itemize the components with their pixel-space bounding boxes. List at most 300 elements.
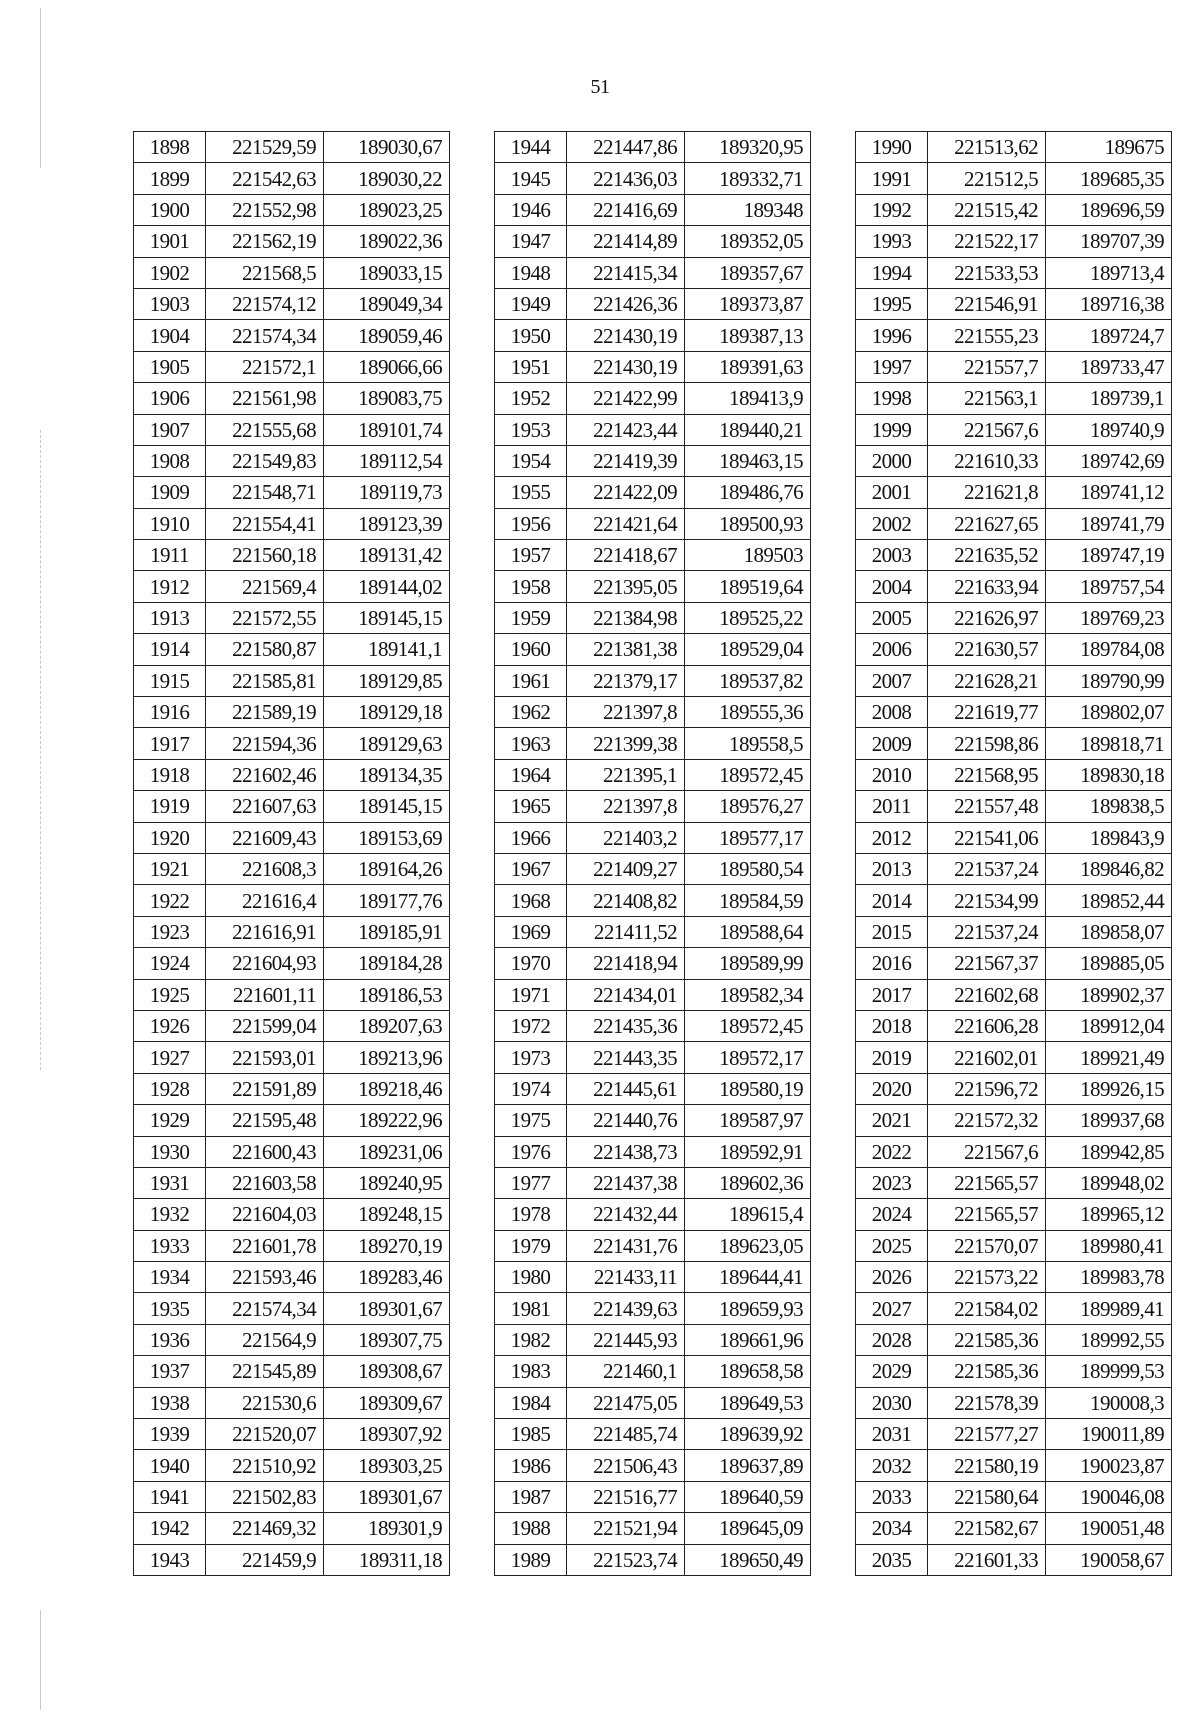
x-value-cell: 221552,98	[206, 194, 324, 225]
y-value-cell: 189213,96	[324, 1042, 450, 1073]
x-value-cell: 221549,83	[206, 445, 324, 476]
x-value-cell: 221485,74	[567, 1419, 685, 1450]
year-cell: 1992	[856, 194, 928, 225]
y-value-cell: 189830,18	[1046, 759, 1172, 790]
table-row	[134, 979, 450, 1010]
x-value-cell: 221520,07	[206, 1419, 324, 1450]
year-cell: 1986	[495, 1450, 567, 1481]
table-row	[134, 822, 450, 853]
y-value-cell: 189602,36	[685, 1167, 811, 1198]
year-cell: 1947	[495, 226, 567, 257]
year-cell: 2029	[856, 1356, 928, 1387]
y-value-cell: 189588,64	[685, 916, 811, 947]
table-row	[134, 1544, 450, 1575]
table-row	[856, 602, 1172, 633]
x-value-cell: 221433,11	[567, 1262, 685, 1293]
table-row	[134, 1419, 450, 1450]
x-value-cell: 221572,1	[206, 351, 324, 382]
year-cell: 1960	[495, 634, 567, 665]
year-cell: 1933	[134, 1230, 206, 1261]
y-value-cell: 189740,9	[1046, 414, 1172, 445]
table-row	[134, 1199, 450, 1230]
year-cell: 2017	[856, 979, 928, 1010]
y-value-cell: 189033,15	[324, 257, 450, 288]
x-value-cell: 221430,19	[567, 320, 685, 351]
year-cell: 1972	[495, 1010, 567, 1041]
table-row	[134, 383, 450, 414]
coordinate-table-3	[855, 131, 1172, 1576]
y-value-cell: 189537,82	[685, 665, 811, 696]
table-row	[856, 1324, 1172, 1355]
y-value-cell: 189500,93	[685, 508, 811, 539]
table-row	[856, 1262, 1172, 1293]
x-value-cell: 221572,55	[206, 602, 324, 633]
year-cell: 2031	[856, 1419, 928, 1450]
x-value-cell: 221607,63	[206, 791, 324, 822]
year-cell: 1949	[495, 288, 567, 319]
x-value-cell: 221395,05	[567, 571, 685, 602]
x-value-cell: 221584,02	[928, 1293, 1046, 1324]
y-value-cell: 189707,39	[1046, 226, 1172, 257]
table-row	[856, 320, 1172, 351]
x-value-cell: 221628,21	[928, 665, 1046, 696]
x-value-cell: 221633,94	[928, 571, 1046, 602]
y-value-cell: 189572,45	[685, 759, 811, 790]
table-row	[134, 853, 450, 884]
y-value-cell: 189650,49	[685, 1544, 811, 1575]
table-row	[495, 634, 811, 665]
year-cell: 1961	[495, 665, 567, 696]
y-value-cell: 189645,09	[685, 1513, 811, 1544]
x-value-cell: 221621,8	[928, 477, 1046, 508]
y-value-cell: 189301,67	[324, 1293, 450, 1324]
x-value-cell: 221570,07	[928, 1230, 1046, 1261]
x-value-cell: 221469,32	[206, 1513, 324, 1544]
x-value-cell: 221423,44	[567, 414, 685, 445]
year-cell: 2013	[856, 853, 928, 884]
year-cell: 1934	[134, 1262, 206, 1293]
table-row	[495, 1199, 811, 1230]
x-value-cell: 221537,24	[928, 916, 1046, 947]
table-row	[134, 1136, 450, 1167]
y-value-cell: 189387,13	[685, 320, 811, 351]
y-value-cell: 189852,44	[1046, 885, 1172, 916]
y-value-cell: 189240,95	[324, 1167, 450, 1198]
x-value-cell: 221585,36	[928, 1356, 1046, 1387]
year-cell: 1950	[495, 320, 567, 351]
table-row	[856, 948, 1172, 979]
table-row	[856, 1010, 1172, 1041]
x-value-cell: 221557,48	[928, 791, 1046, 822]
year-cell: 2004	[856, 571, 928, 602]
y-value-cell: 189309,67	[324, 1387, 450, 1418]
year-cell: 1919	[134, 791, 206, 822]
x-value-cell: 221546,91	[928, 288, 1046, 319]
y-value-cell: 190046,08	[1046, 1481, 1172, 1512]
year-cell: 2000	[856, 445, 928, 476]
x-value-cell: 221416,69	[567, 194, 685, 225]
table-row	[856, 414, 1172, 445]
y-value-cell: 189843,9	[1046, 822, 1172, 853]
table-row	[495, 540, 811, 571]
x-value-cell: 221577,27	[928, 1419, 1046, 1450]
year-cell: 1985	[495, 1419, 567, 1450]
year-cell: 1920	[134, 822, 206, 853]
y-value-cell: 189320,95	[685, 132, 811, 163]
x-value-cell: 221630,57	[928, 634, 1046, 665]
year-cell: 1971	[495, 979, 567, 1010]
y-value-cell: 189747,19	[1046, 540, 1172, 571]
y-value-cell: 189713,4	[1046, 257, 1172, 288]
x-value-cell: 221432,44	[567, 1199, 685, 1230]
table-row	[495, 194, 811, 225]
year-cell: 1997	[856, 351, 928, 382]
table-row	[134, 288, 450, 319]
x-value-cell: 221422,99	[567, 383, 685, 414]
year-cell: 1935	[134, 1293, 206, 1324]
x-value-cell: 221534,99	[928, 885, 1046, 916]
x-value-cell: 221443,35	[567, 1042, 685, 1073]
y-value-cell: 189066,66	[324, 351, 450, 382]
table-row	[134, 948, 450, 979]
year-cell: 1912	[134, 571, 206, 602]
y-value-cell: 189101,74	[324, 414, 450, 445]
y-value-cell: 189659,93	[685, 1293, 811, 1324]
y-value-cell: 189301,67	[324, 1481, 450, 1512]
y-value-cell: 189584,59	[685, 885, 811, 916]
x-value-cell: 221610,33	[928, 445, 1046, 476]
y-value-cell: 189658,58	[685, 1356, 811, 1387]
table-row	[856, 383, 1172, 414]
x-value-cell: 221515,42	[928, 194, 1046, 225]
x-value-cell: 221397,8	[567, 791, 685, 822]
y-value-cell: 190023,87	[1046, 1450, 1172, 1481]
y-value-cell: 189164,26	[324, 853, 450, 884]
table-row	[856, 1450, 1172, 1481]
x-value-cell: 221395,1	[567, 759, 685, 790]
x-value-cell: 221589,19	[206, 697, 324, 728]
year-cell: 1959	[495, 602, 567, 633]
margin-line-middle	[40, 430, 41, 1070]
y-value-cell: 189716,38	[1046, 288, 1172, 319]
x-value-cell: 221626,97	[928, 602, 1046, 633]
x-value-cell: 221567,6	[928, 1136, 1046, 1167]
y-value-cell: 189207,63	[324, 1010, 450, 1041]
y-value-cell: 189083,75	[324, 383, 450, 414]
y-value-cell: 189332,71	[685, 163, 811, 194]
x-value-cell: 221567,37	[928, 948, 1046, 979]
table-row	[856, 1356, 1172, 1387]
year-cell: 2030	[856, 1387, 928, 1418]
y-value-cell: 189134,35	[324, 759, 450, 790]
y-value-cell: 189153,69	[324, 822, 450, 853]
year-cell: 1904	[134, 320, 206, 351]
year-cell: 1994	[856, 257, 928, 288]
x-value-cell: 221522,17	[928, 226, 1046, 257]
x-value-cell: 221598,86	[928, 728, 1046, 759]
y-value-cell: 189357,67	[685, 257, 811, 288]
page-number: 51	[590, 76, 610, 98]
y-value-cell: 190058,67	[1046, 1544, 1172, 1575]
year-cell: 1970	[495, 948, 567, 979]
year-cell: 1921	[134, 853, 206, 884]
year-cell: 2025	[856, 1230, 928, 1261]
year-cell: 2020	[856, 1073, 928, 1104]
x-value-cell: 221595,48	[206, 1105, 324, 1136]
y-value-cell: 189926,15	[1046, 1073, 1172, 1104]
x-value-cell: 221585,81	[206, 665, 324, 696]
table-row	[856, 1105, 1172, 1136]
x-value-cell: 221616,91	[206, 916, 324, 947]
y-value-cell: 189846,82	[1046, 853, 1172, 884]
table-row	[495, 414, 811, 445]
year-cell: 1913	[134, 602, 206, 633]
table-row	[495, 697, 811, 728]
y-value-cell: 189030,22	[324, 163, 450, 194]
year-cell: 1929	[134, 1105, 206, 1136]
x-value-cell: 221591,89	[206, 1073, 324, 1104]
y-value-cell: 189989,41	[1046, 1293, 1172, 1324]
year-cell: 1993	[856, 226, 928, 257]
x-value-cell: 221604,93	[206, 948, 324, 979]
table-row	[856, 665, 1172, 696]
year-cell: 2019	[856, 1042, 928, 1073]
table-row	[856, 1293, 1172, 1324]
table-row	[495, 383, 811, 414]
y-value-cell: 189983,78	[1046, 1262, 1172, 1293]
y-value-cell: 189308,67	[324, 1356, 450, 1387]
year-cell: 1905	[134, 351, 206, 382]
x-value-cell: 221601,78	[206, 1230, 324, 1261]
x-value-cell: 221596,72	[928, 1073, 1046, 1104]
year-cell: 1951	[495, 351, 567, 382]
table-row	[495, 791, 811, 822]
year-cell: 1968	[495, 885, 567, 916]
year-cell: 1930	[134, 1136, 206, 1167]
table-row	[495, 853, 811, 884]
table-row	[134, 163, 450, 194]
year-cell: 2014	[856, 885, 928, 916]
year-cell: 1932	[134, 1199, 206, 1230]
x-value-cell: 221565,57	[928, 1167, 1046, 1198]
y-value-cell: 189463,15	[685, 445, 811, 476]
y-value-cell: 189902,37	[1046, 979, 1172, 1010]
table-row	[495, 1450, 811, 1481]
year-cell: 1963	[495, 728, 567, 759]
y-value-cell: 189141,1	[324, 634, 450, 665]
table-row	[134, 1230, 450, 1261]
x-value-cell: 221399,38	[567, 728, 685, 759]
y-value-cell: 189885,05	[1046, 948, 1172, 979]
x-value-cell: 221411,52	[567, 916, 685, 947]
table-row	[856, 226, 1172, 257]
year-cell: 1900	[134, 194, 206, 225]
x-value-cell: 221435,36	[567, 1010, 685, 1041]
year-cell: 1907	[134, 414, 206, 445]
table-row	[495, 1262, 811, 1293]
year-cell: 1957	[495, 540, 567, 571]
table-row	[495, 1387, 811, 1418]
table-row	[856, 540, 1172, 571]
x-value-cell: 221555,23	[928, 320, 1046, 351]
y-value-cell: 189177,76	[324, 885, 450, 916]
table-row	[856, 1136, 1172, 1167]
year-cell: 2010	[856, 759, 928, 790]
table-row	[495, 351, 811, 382]
x-value-cell: 221574,12	[206, 288, 324, 319]
year-cell: 1902	[134, 257, 206, 288]
y-value-cell: 189440,21	[685, 414, 811, 445]
x-value-cell: 221560,18	[206, 540, 324, 571]
x-value-cell: 221530,6	[206, 1387, 324, 1418]
y-value-cell: 189558,5	[685, 728, 811, 759]
table-row	[856, 477, 1172, 508]
table-row	[856, 194, 1172, 225]
year-cell: 2009	[856, 728, 928, 759]
table-row	[495, 1230, 811, 1261]
year-cell: 1999	[856, 414, 928, 445]
table-row	[134, 665, 450, 696]
table-row	[495, 1042, 811, 1073]
x-value-cell: 221381,38	[567, 634, 685, 665]
y-value-cell: 189587,97	[685, 1105, 811, 1136]
y-value-cell: 189724,7	[1046, 320, 1172, 351]
x-value-cell: 221569,4	[206, 571, 324, 602]
y-value-cell: 189592,91	[685, 1136, 811, 1167]
x-value-cell: 221516,77	[567, 1481, 685, 1512]
x-value-cell: 221403,2	[567, 822, 685, 853]
y-value-cell: 189615,4	[685, 1199, 811, 1230]
year-cell: 1988	[495, 1513, 567, 1544]
table-row	[134, 791, 450, 822]
x-value-cell: 221537,24	[928, 853, 1046, 884]
y-value-cell: 189649,53	[685, 1387, 811, 1418]
y-value-cell: 189696,59	[1046, 194, 1172, 225]
y-value-cell: 189413,9	[685, 383, 811, 414]
x-value-cell: 221533,53	[928, 257, 1046, 288]
year-cell: 1924	[134, 948, 206, 979]
table-row	[495, 163, 811, 194]
x-value-cell: 221554,41	[206, 508, 324, 539]
table-row	[134, 132, 450, 163]
table-row	[134, 1387, 450, 1418]
year-cell: 2024	[856, 1199, 928, 1230]
x-value-cell: 221600,43	[206, 1136, 324, 1167]
table-row	[856, 634, 1172, 665]
y-value-cell: 189576,27	[685, 791, 811, 822]
x-value-cell: 221459,9	[206, 1544, 324, 1575]
y-value-cell: 189921,49	[1046, 1042, 1172, 1073]
x-value-cell: 221545,89	[206, 1356, 324, 1387]
year-cell: 1965	[495, 791, 567, 822]
year-cell: 1937	[134, 1356, 206, 1387]
year-cell: 1928	[134, 1073, 206, 1104]
year-cell: 2034	[856, 1513, 928, 1544]
x-value-cell: 221563,1	[928, 383, 1046, 414]
x-value-cell: 221431,76	[567, 1230, 685, 1261]
year-cell: 2023	[856, 1167, 928, 1198]
table-row	[495, 1167, 811, 1198]
year-cell: 2016	[856, 948, 928, 979]
table-row	[495, 477, 811, 508]
x-value-cell: 221529,59	[206, 132, 324, 163]
margin-line-bottom	[40, 1610, 41, 1710]
table-row	[495, 728, 811, 759]
y-value-cell: 189222,96	[324, 1105, 450, 1136]
table-row	[856, 163, 1172, 194]
table-row	[495, 759, 811, 790]
table-row	[856, 885, 1172, 916]
table-row	[856, 853, 1172, 884]
year-cell: 1996	[856, 320, 928, 351]
table-row	[495, 602, 811, 633]
x-value-cell: 221580,19	[928, 1450, 1046, 1481]
table-row	[856, 791, 1172, 822]
x-value-cell: 221599,04	[206, 1010, 324, 1041]
year-cell: 2008	[856, 697, 928, 728]
year-cell: 1998	[856, 383, 928, 414]
x-value-cell: 221434,01	[567, 979, 685, 1010]
table-row	[495, 948, 811, 979]
x-value-cell: 221421,64	[567, 508, 685, 539]
y-value-cell: 189640,59	[685, 1481, 811, 1512]
x-value-cell: 221437,38	[567, 1167, 685, 1198]
year-cell: 1914	[134, 634, 206, 665]
x-value-cell: 221460,1	[567, 1356, 685, 1387]
year-cell: 2007	[856, 665, 928, 696]
x-value-cell: 221510,92	[206, 1450, 324, 1481]
year-cell: 2018	[856, 1010, 928, 1041]
table-row	[856, 1230, 1172, 1261]
x-value-cell: 221436,03	[567, 163, 685, 194]
table-row	[856, 916, 1172, 947]
table-row	[856, 1387, 1172, 1418]
x-value-cell: 221445,93	[567, 1324, 685, 1355]
x-value-cell: 221602,01	[928, 1042, 1046, 1073]
y-value-cell: 189391,63	[685, 351, 811, 382]
table-row	[495, 1356, 811, 1387]
year-cell: 1940	[134, 1450, 206, 1481]
y-value-cell: 189555,36	[685, 697, 811, 728]
y-value-cell: 189741,79	[1046, 508, 1172, 539]
year-cell: 2028	[856, 1324, 928, 1355]
y-value-cell: 189049,34	[324, 288, 450, 319]
x-value-cell: 221397,8	[567, 697, 685, 728]
x-value-cell: 221567,6	[928, 414, 1046, 445]
y-value-cell: 189589,99	[685, 948, 811, 979]
y-value-cell: 189741,12	[1046, 477, 1172, 508]
y-value-cell: 189912,04	[1046, 1010, 1172, 1041]
x-value-cell: 221578,39	[928, 1387, 1046, 1418]
year-cell: 2015	[856, 916, 928, 947]
year-cell: 1982	[495, 1324, 567, 1355]
year-cell: 1991	[856, 163, 928, 194]
x-value-cell: 221604,03	[206, 1199, 324, 1230]
coordinate-table-1	[133, 131, 450, 1576]
year-cell: 1981	[495, 1293, 567, 1324]
y-value-cell: 189623,05	[685, 1230, 811, 1261]
y-value-cell: 190011,89	[1046, 1419, 1172, 1450]
table-row	[495, 916, 811, 947]
year-cell: 1917	[134, 728, 206, 759]
y-value-cell: 189739,1	[1046, 383, 1172, 414]
x-value-cell: 221561,98	[206, 383, 324, 414]
table-row	[134, 885, 450, 916]
table-row	[495, 571, 811, 602]
y-value-cell: 189675	[1046, 132, 1172, 163]
x-value-cell: 221608,3	[206, 853, 324, 884]
x-value-cell: 221523,74	[567, 1544, 685, 1575]
